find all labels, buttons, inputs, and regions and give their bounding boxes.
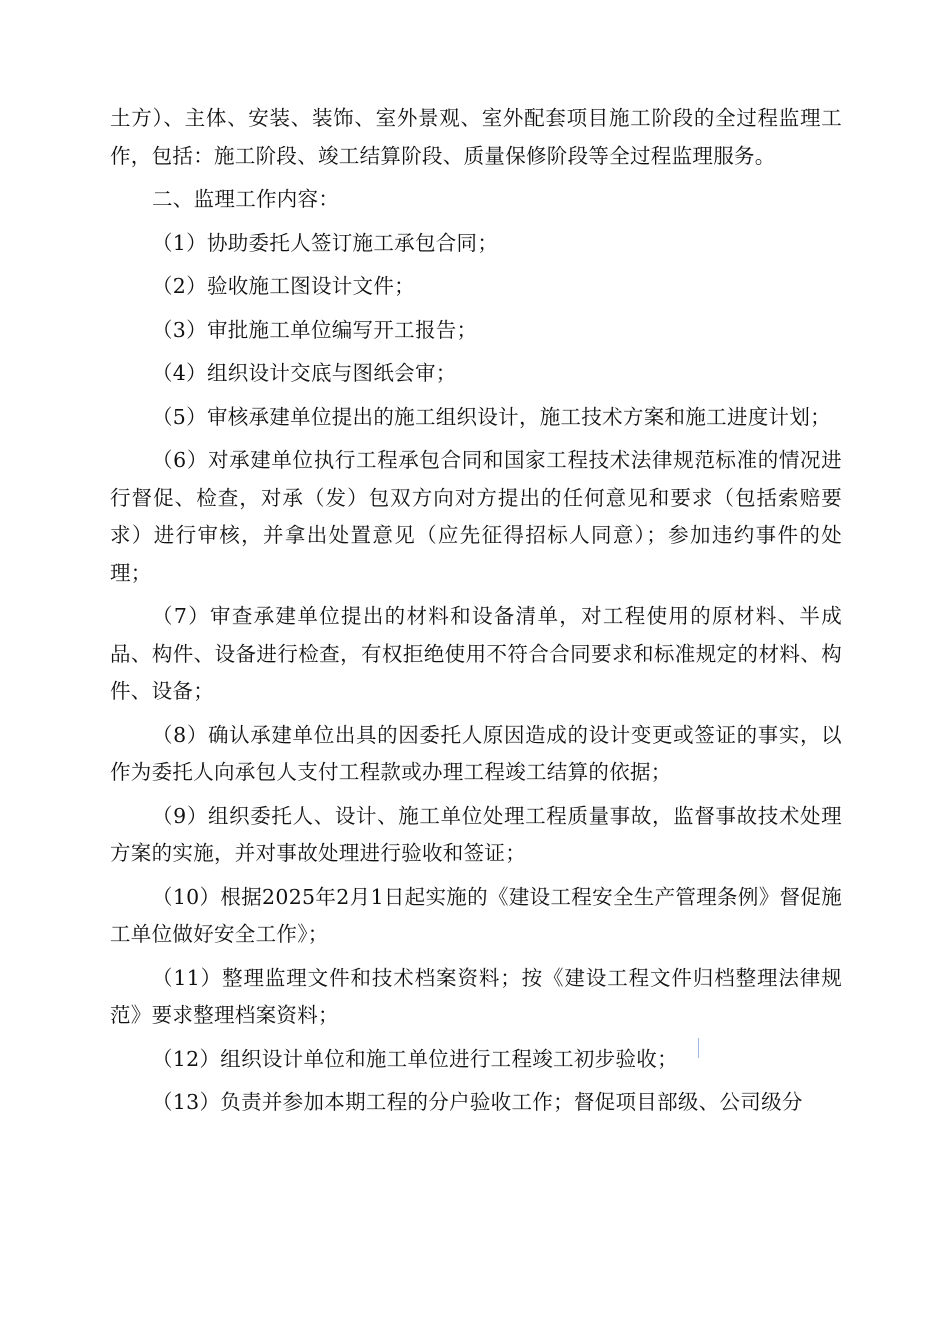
- list-item-11: （11）整理监理文件和技术档案资料；按《建设工程文件归档整理法律规范》要求整理档案资料；: [110, 965, 842, 1027]
- list-item-8: （8）确认承建单位出具的因委托人原因造成的设计变更或签证的事实，以作为委托人向承包人支付工程款或办理工程竣工结算的依据；: [110, 722, 842, 784]
- section-heading-supervision-content: 二、监理工作内容：: [152, 187, 340, 211]
- list-item-13: （13）负责并参加本期工程的分户验收工作；督促项目部级、公司级分: [152, 1090, 803, 1114]
- list-item-2: （2）验收施工图设计文件；: [152, 274, 415, 298]
- list-item-12: （12）组织设计单位和施工单位进行工程竣工初步验收；: [152, 1046, 678, 1071]
- list-item-1: （1）协助委托人签订施工承包合同；: [152, 230, 499, 255]
- list-item-9: （9）组织委托人、设计、施工单位处理工程质量事故，监督事故技术处理方案的实施，并对事故处理进行验收和签证；: [110, 803, 842, 865]
- list-item-3: （3）审批施工单位编写开工报告；: [152, 317, 478, 342]
- text-cursor: [698, 1038, 699, 1058]
- list-item-6: （6）对承建单位执行工程承包合同和国家工程技术法律规范标准的情况进行督促、检查，对承（发）包双方向对方提出的任何意见和要求（包括索赔要求）进行审核，并拿出处置意见（应先征得招标人同意）；参加违约事件的处理；: [110, 448, 842, 585]
- list-item-5: （5）审核承建单位提出的施工组织设计，施工技术方案和施工进度计划；: [152, 404, 831, 429]
- list-item-10: （10）根据2025年2月1日起实施的《建设工程安全生产管理条例》督促施工单位做好安全工作》；: [110, 884, 842, 946]
- paragraph-scope-continuation: 土方）、主体、安装、装饰、室外景观、室外配套项目施工阶段的全过程监理工作，包括：施工阶段、竣工结算阶段、质量保修阶段等全过程监理服务。: [110, 106, 842, 168]
- list-item-4: （4）组织设计交底与图纸会审；: [152, 361, 457, 385]
- document-body: [110, 100, 842, 1128]
- list-item-7: （7）审查承建单位提出的材料和设备清单，对工程使用的原材料、半成品、构件、设备进行检查，有权拒绝使用不符合合同要求和标准规定的材料、构件、设备；: [110, 604, 842, 703]
